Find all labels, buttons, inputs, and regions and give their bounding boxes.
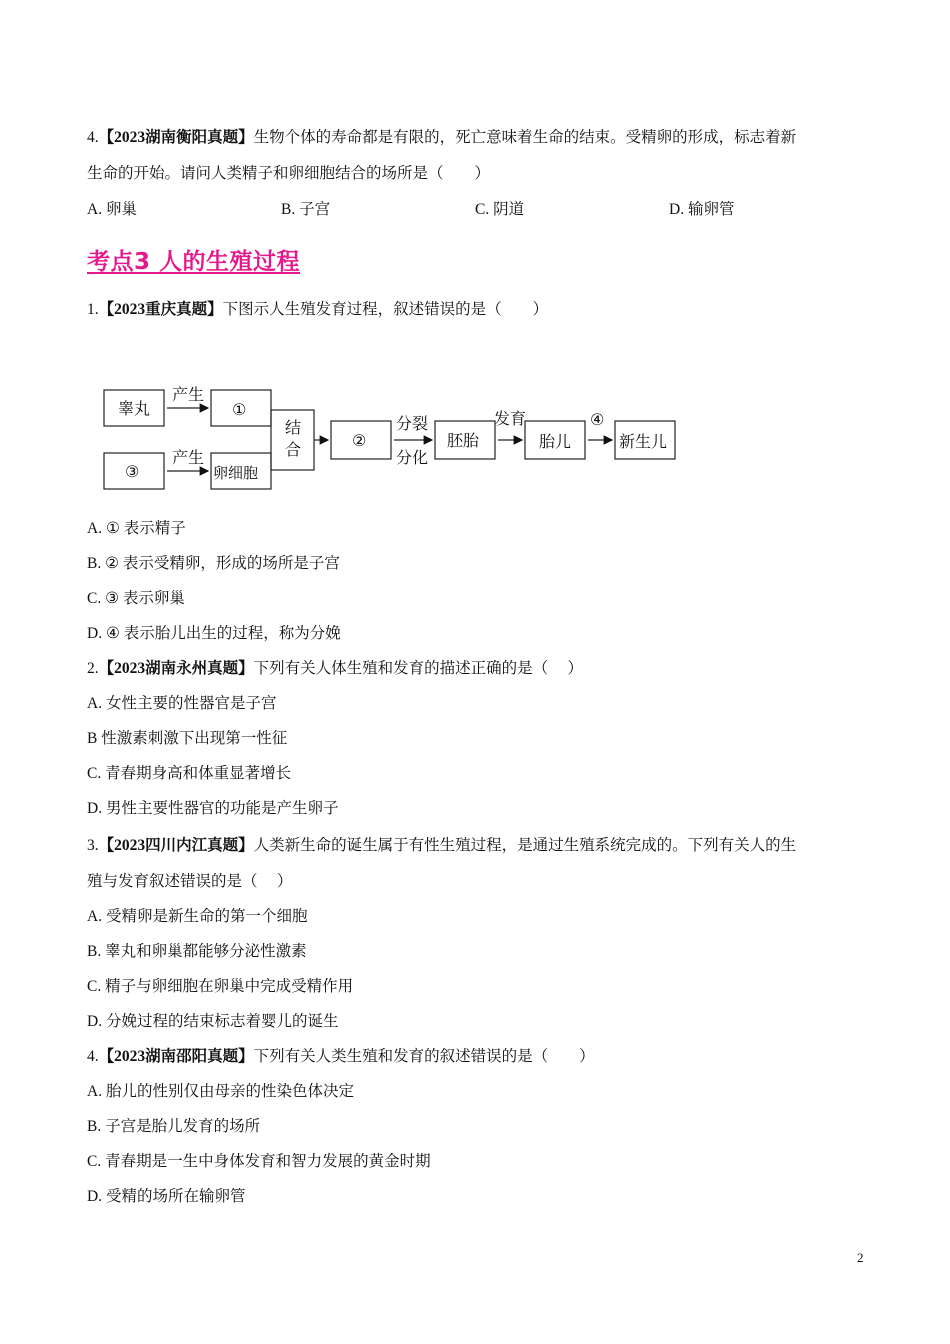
q4-option-b: B. 子宫是胎儿发育的场所 bbox=[87, 1118, 261, 1135]
q2-option-c: C. 青春期身高和体重显著增长 bbox=[87, 765, 292, 782]
q4-top-option-b: B. 子宫 bbox=[281, 201, 331, 218]
q1-option-a: A. ① 表示精子 bbox=[87, 520, 186, 537]
q4-stem: 4.【2023湖南邵阳真题】下列有关人类生殖和发育的叙述错误的是（ ） bbox=[87, 1048, 595, 1065]
q4-top-option-c: C. 阴道 bbox=[475, 201, 525, 218]
reproduction-flow-diagram bbox=[100, 375, 690, 500]
label-box3: ③ bbox=[125, 462, 140, 481]
q4-option-a: A. 胎儿的性别仅由母亲的性染色体决定 bbox=[87, 1083, 354, 1100]
label-newborn: 新生儿 bbox=[619, 432, 668, 451]
q4-top-line2: 生命的开始。请问人类精子和卵细胞结合的场所是（ ） bbox=[87, 165, 491, 182]
label-combine-2: 合 bbox=[285, 440, 302, 459]
q3-line1: 3.【2023四川内江真题】人类新生命的诞生属于有性生殖过程，是通过生殖系统完成的。下列有关人的生 bbox=[87, 837, 797, 854]
q3-option-a: A. 受精卵是新生命的第一个细胞 bbox=[87, 908, 308, 925]
q3-line2: 殖与发育叙述错误的是（ ） bbox=[87, 873, 293, 890]
q1-option-b: B. ② 表示受精卵，形成的场所是子宫 bbox=[87, 555, 340, 572]
q3-option-b: B. 睾丸和卵巢都能够分泌性激素 bbox=[87, 943, 307, 960]
label-differentiate: 分化 bbox=[396, 448, 429, 467]
label-testis: 睾丸 bbox=[118, 399, 151, 418]
q2-stem: 2.【2023湖南永州真题】下列有关人体生殖和发育的描述正确的是（ ） bbox=[87, 660, 584, 677]
q4-source: 【2023湖南邵阳真题】 bbox=[98, 1048, 254, 1065]
q1-option-c: C. ③ 表示卵巢 bbox=[87, 590, 185, 607]
label-combine-1: 结 bbox=[285, 418, 302, 437]
q4-top-line1: 4.【2023湖南衡阳真题】生物个体的寿命都是有限的，死亡意味着生命的结束。受精卵的形成，标志着新 bbox=[87, 129, 797, 146]
label-box2: ② bbox=[352, 431, 367, 450]
label-produce2: 产生 bbox=[172, 448, 205, 467]
q2-source: 【2023湖南永州真题】 bbox=[98, 660, 254, 677]
q1-option-d: D. ④ 表示胎儿出生的过程，称为分娩 bbox=[87, 625, 341, 642]
label-egg: 卵细胞 bbox=[213, 464, 259, 482]
q2-option-a: A. 女性主要的性器官是子宫 bbox=[87, 695, 277, 712]
q3-option-c: C. 精子与卵细胞在卵巢中完成受精作用 bbox=[87, 978, 354, 995]
q4-top-source: 【2023湖南衡阳真题】 bbox=[98, 129, 254, 146]
q1-stem: 1.【2023重庆真题】下图示人生殖发育过程，叙述错误的是（ ） bbox=[87, 301, 549, 318]
q2-option-d: D. 男性主要性器官的功能是产生卵子 bbox=[87, 800, 339, 817]
label-fetus: 胎儿 bbox=[539, 432, 572, 451]
q1-source: 【2023重庆真题】 bbox=[98, 301, 223, 318]
page-number: 2 bbox=[857, 1250, 864, 1265]
q2-option-b: B 性激素刺激下出现第一性征 bbox=[87, 730, 288, 747]
label-box1: ① bbox=[232, 400, 247, 419]
label-produce1: 产生 bbox=[172, 385, 205, 404]
label-divide: 分裂 bbox=[396, 414, 429, 433]
label-step4: ④ bbox=[590, 410, 605, 429]
q4-option-c: C. 青春期是一生中身体发育和智力发展的黄金时期 bbox=[87, 1153, 431, 1170]
q3-source: 【2023四川内江真题】 bbox=[98, 837, 254, 854]
q4-option-d: D. 受精的场所在输卵管 bbox=[87, 1188, 246, 1205]
label-embryo: 胚胎 bbox=[447, 431, 480, 450]
q3-option-d: D. 分娩过程的结束标志着婴儿的诞生 bbox=[87, 1013, 339, 1030]
section-heading: 考点3 人的生殖过程 bbox=[87, 249, 301, 275]
q4-top-option-d: D. 输卵管 bbox=[669, 201, 735, 218]
label-develop: 发育 bbox=[494, 409, 527, 428]
q4-top-option-a: A. 卵巢 bbox=[87, 201, 137, 218]
